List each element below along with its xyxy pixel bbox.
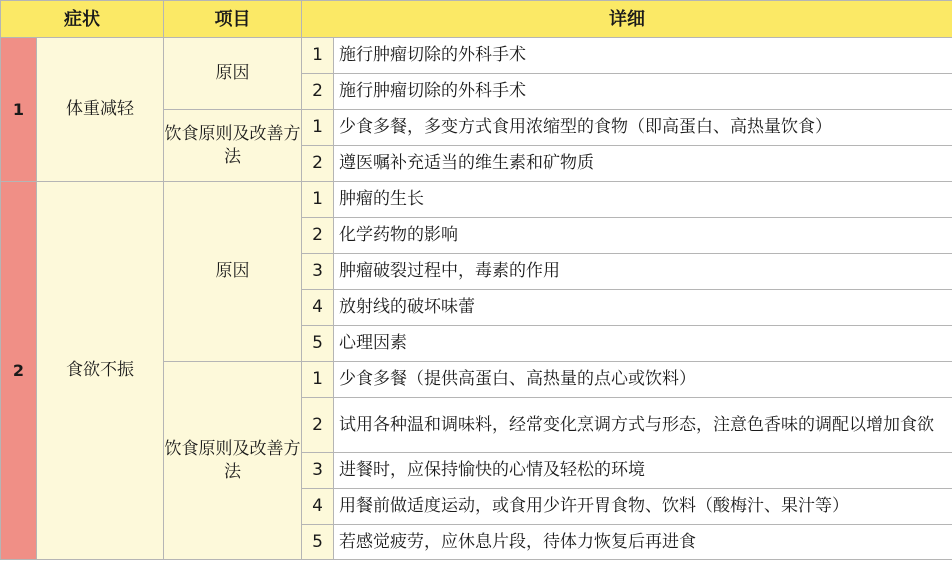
item-number: 4 — [302, 290, 334, 326]
symptom-name: 食欲不振 — [37, 182, 164, 560]
item-number: 1 — [302, 182, 334, 218]
item-detail: 肿瘤的生长 — [334, 182, 952, 218]
item-detail: 放射线的破坏味蕾 — [334, 290, 952, 326]
item-detail: 用餐前做适度运动，或食用少许开胃食物、饮料（酸梅汁、果汁等） — [334, 489, 952, 525]
item-detail: 心理因素 — [334, 326, 952, 362]
item-number: 2 — [302, 74, 334, 110]
item-detail: 遵医嘱补充适当的维生素和矿物质 — [334, 146, 952, 182]
item-detail: 施行肿瘤切除的外科手术 — [334, 38, 952, 74]
table-row — [1, 38, 952, 74]
item-detail: 进餐时，应保持愉快的心情及轻松的环境 — [334, 453, 952, 489]
item-detail: 施行肿瘤切除的外科手术 — [334, 74, 952, 110]
item-detail: 试用各种温和调味料，经常变化烹调方式与形态，注意色香味的调配以增加食欲 — [334, 398, 952, 453]
item-number: 1 — [302, 362, 334, 398]
row-index: 2 — [1, 182, 37, 560]
header-item: 项目 — [164, 1, 302, 38]
category-method: 饮食原则及改善方法 — [164, 110, 302, 182]
item-number: 1 — [302, 110, 334, 146]
symptom-name: 体重减轻 — [37, 38, 164, 182]
item-detail: 少食多餐（提供高蛋白、高热量的点心或饮料） — [334, 362, 952, 398]
category-method: 饮食原则及改善方法 — [164, 362, 302, 560]
category-cause: 原因 — [164, 38, 302, 110]
item-number: 1 — [302, 38, 334, 74]
item-number: 2 — [302, 218, 334, 254]
item-detail: 少食多餐，多变方式食用浓缩型的食物（即高蛋白、高热量饮食） — [334, 110, 952, 146]
table-row — [1, 182, 952, 218]
row-index: 1 — [1, 38, 37, 182]
header-detail: 详细 — [302, 1, 952, 38]
item-detail: 若感觉疲劳，应休息片段，待体力恢复后再进食 — [334, 525, 952, 560]
item-detail: 肿瘤破裂过程中，毒素的作用 — [334, 254, 952, 290]
item-number: 2 — [302, 146, 334, 182]
item-number: 4 — [302, 489, 334, 525]
header-symptom: 症状 — [1, 1, 164, 38]
item-number: 3 — [302, 453, 334, 489]
item-number: 2 — [302, 398, 334, 453]
item-detail: 化学药物的影响 — [334, 218, 952, 254]
header-row — [1, 1, 952, 38]
item-number: 5 — [302, 326, 334, 362]
category-cause: 原因 — [164, 182, 302, 362]
item-number: 5 — [302, 525, 334, 560]
item-number: 3 — [302, 254, 334, 290]
